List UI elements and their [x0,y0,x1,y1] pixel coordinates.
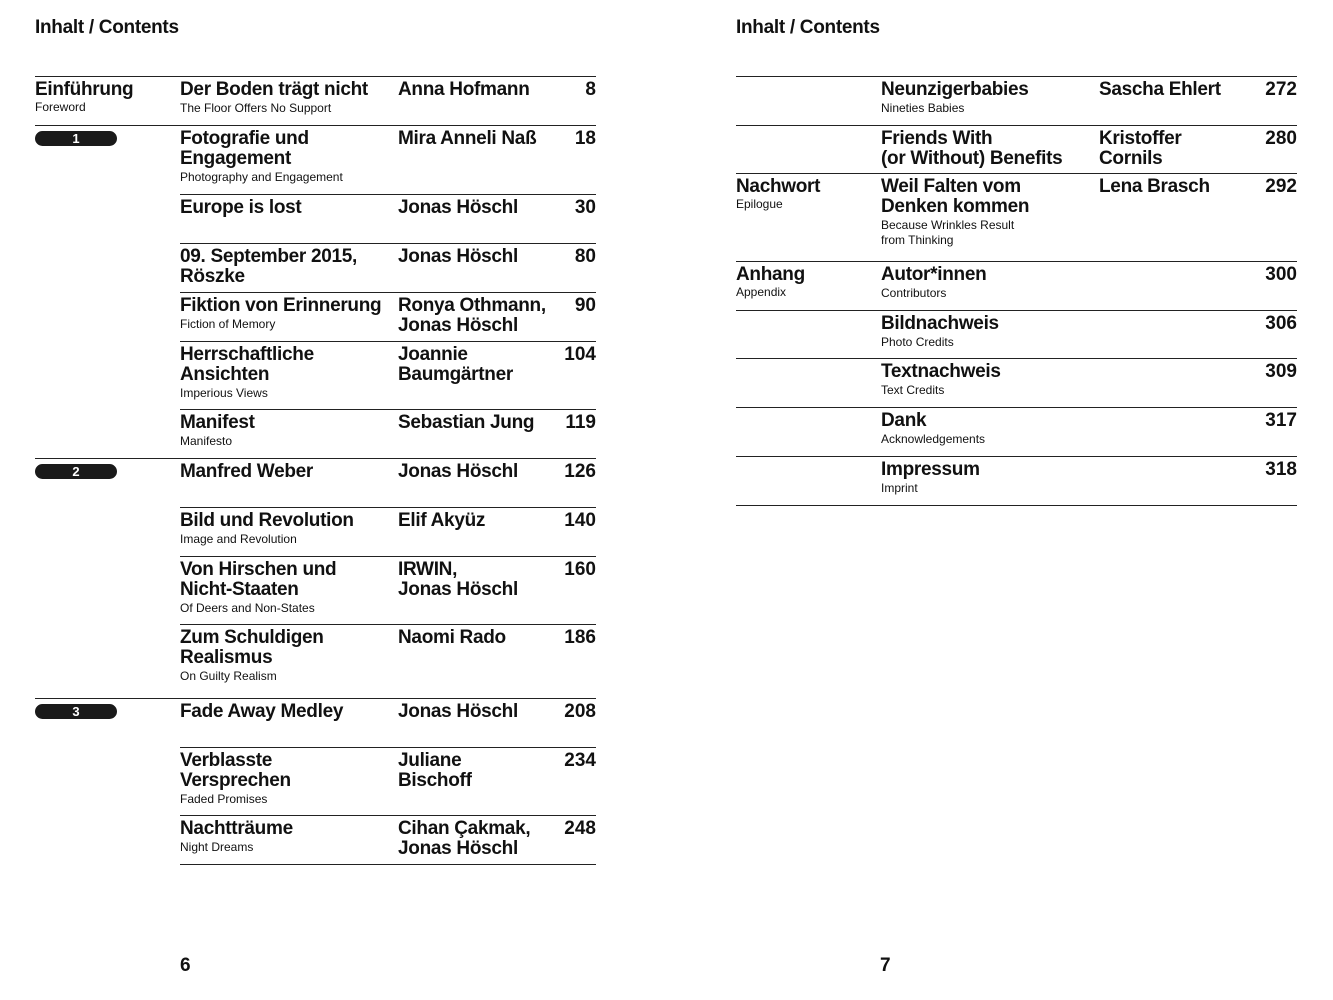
row-divider [35,125,596,126]
author-cell [398,751,546,815]
entry-title: Autor*innen [881,264,987,285]
entry-subtitle: Contributors [881,286,947,300]
entry-subtitle: Imprint [881,481,918,495]
toc-entry [35,747,596,815]
entry-page-number: 140 [564,510,596,531]
entry-title: Verblasste Versprechen [180,750,291,791]
row-divider [180,556,596,557]
entry-title: Europe is lost [180,197,302,218]
entry-subtitle: Manifesto [180,434,233,448]
entry-page-number: 317 [1265,410,1297,431]
row-divider [736,261,1297,262]
entry-author: Jonas Höschl [398,197,518,218]
title-cell [180,80,398,125]
row-divider [180,815,596,816]
author-cell [398,198,546,243]
section-subtitle: Foreword [35,100,86,114]
entry-title: 09. September 2015, Röszke [180,246,358,287]
section-title: Einführung [35,79,134,100]
title-cell [180,198,398,243]
section-cell [736,362,881,407]
title-cell [881,129,1099,173]
author-cell [398,819,546,864]
entry-author: Sebastian Jung [398,412,535,433]
entry-page-number: 119 [565,412,596,433]
title-cell [881,314,1099,358]
entry-subtitle: On Guilty Realism [180,669,277,683]
entry-title: Von Hirschen und Nicht-Staaten [180,559,337,600]
author-cell [398,345,546,409]
entry-subtitle: Because Wrinkles Result from Thinking [881,218,1015,247]
toc-entry [35,292,596,341]
entry-page-number: 90 [574,295,596,316]
section-cell [35,129,180,194]
entry-author: Juliane Bischoff [398,750,472,791]
entry-page-number: 234 [564,750,596,771]
author-cell [1099,177,1247,261]
entry-author: Jonas Höschl [398,461,518,482]
entry-title: Manifest [180,412,255,433]
section-cell [35,560,180,624]
page-heading: Inhalt / Contents [736,17,880,38]
toc-entry [736,310,1297,358]
section-cell [35,413,180,458]
toc-entry [736,173,1297,261]
row-divider [736,407,1297,408]
toc-entry [35,243,596,292]
entry-page-number: 318 [1265,459,1297,480]
entry-title: Manfred Weber [180,461,313,482]
toc-entry [736,407,1297,456]
row-divider [736,310,1297,311]
entry-author: Lena Brasch [1099,176,1210,197]
title-cell [180,129,398,194]
author-cell [1099,411,1247,456]
entry-subtitle: The Floor Offers No Support [180,101,332,115]
section-cell [35,511,180,556]
toc-end-rule [736,505,1297,506]
entry-subtitle: Imperious Views [180,386,268,400]
entry-subtitle: Fiction of Memory [180,317,276,331]
toc-entry [736,358,1297,407]
table-of-contents [736,76,1297,506]
author-cell [398,247,546,292]
table-of-contents [35,76,596,865]
toc-entry [736,456,1297,505]
section-title: Nachwort [736,176,821,197]
title-cell [180,560,398,624]
title-cell [180,511,398,556]
entry-page-number: 80 [574,246,596,267]
author-cell [398,80,546,125]
entry-author: Elif Akyüz [398,510,486,531]
title-cell [881,362,1099,407]
section-cell [736,129,881,173]
entry-title: Neunzigerbabies [881,79,1029,100]
title-cell [180,345,398,409]
toc-entry [35,125,596,194]
title-cell [180,462,398,507]
entry-author: Mira Anneli Naß [398,128,537,149]
row-divider [180,747,596,748]
toc-end-rule [180,864,596,865]
row-divider [35,698,596,699]
title-cell [180,296,398,341]
author-cell [1099,265,1247,310]
entry-author: Sascha Ehlert [1099,79,1221,100]
section-subtitle: Epilogue [736,197,783,211]
author-cell [1099,460,1247,505]
row-divider [736,358,1297,359]
section-subtitle: Appendix [736,285,787,299]
toc-entry [35,341,596,409]
row-divider [180,194,596,195]
entry-page-number: 126 [564,461,596,482]
page-number: 6 [180,955,191,976]
entry-author: Jonas Höschl [398,701,518,722]
toc-entry [736,76,1297,125]
toc-entry [35,194,596,243]
row-divider [736,125,1297,126]
entry-page-number: 30 [574,197,596,218]
author-cell [398,560,546,624]
row-divider [35,76,596,77]
title-cell [180,628,398,698]
entry-title: Herrschaftliche Ansichten [180,344,314,385]
row-divider [736,456,1297,457]
entry-title: Fiktion von Erinnerung [180,295,382,316]
toc-entry [35,815,596,864]
entry-page-number: 300 [1265,264,1297,285]
right-page [700,0,1333,1000]
row-divider [180,243,596,244]
entry-title: Dank [881,410,927,431]
author-cell [398,296,546,341]
entry-page-number: 160 [564,559,596,580]
entry-subtitle: Text Credits [881,383,945,397]
title-cell [180,702,398,747]
entry-page-number: 272 [1265,79,1297,100]
chapter-number-badge: 2 [35,464,117,479]
entry-title: Friends With (or Without) Benefits [881,128,1063,169]
section-cell [736,265,881,310]
entry-author: Jonas Höschl [398,246,518,267]
entry-author: IRWIN, Jonas Höschl [398,559,518,600]
entry-title: Der Boden trägt nicht [180,79,368,100]
entry-author: Anna Hofmann [398,79,530,100]
entry-author: Cihan Çakmak, Jonas Höschl [398,818,531,859]
entry-title: Fotografie und Engagement [180,128,309,169]
author-cell [398,462,546,507]
author-cell [398,413,546,458]
title-cell [180,819,398,864]
entry-page-number: 104 [564,344,596,365]
entry-page-number: 306 [1265,313,1297,334]
entry-page-number: 248 [564,818,596,839]
section-cell [736,80,881,125]
page-heading: Inhalt / Contents [35,17,179,38]
entry-page-number: 292 [1265,176,1297,197]
section-cell [736,411,881,456]
title-cell [881,411,1099,456]
section-cell [35,80,180,125]
section-cell [35,345,180,409]
section-cell [736,177,881,261]
entry-title: Zum Schuldigen Realismus [180,627,324,668]
entry-page-number: 280 [1265,128,1297,149]
entry-subtitle: Faded Promises [180,792,268,806]
section-cell [736,460,881,505]
title-cell [180,247,398,292]
entry-title: Fade Away Medley [180,701,344,722]
author-cell [1099,129,1247,173]
entry-page-number: 18 [574,128,596,149]
entry-title: Bild und Revolution [180,510,354,531]
section-cell [35,628,180,698]
entry-page-number: 309 [1265,361,1297,382]
toc-entry [35,76,596,125]
entry-author: Kristoffer Cornils [1099,128,1182,169]
toc-entry [35,458,596,507]
toc-entry [35,698,596,747]
left-page [0,0,640,1000]
author-cell [398,628,546,698]
toc-entry [35,556,596,624]
author-cell [1099,80,1247,125]
row-divider [736,76,1297,77]
title-cell [180,751,398,815]
title-cell [180,413,398,458]
entry-subtitle: Acknowledgements [881,432,986,446]
section-cell [35,751,180,815]
title-cell [881,177,1099,261]
entry-subtitle: Nineties Babies [881,101,965,115]
section-cell [35,296,180,341]
row-divider [180,341,596,342]
chapter-number-badge: 3 [35,704,117,719]
toc-entry [35,409,596,458]
entry-subtitle: Photo Credits [881,335,954,349]
title-cell [881,265,1099,310]
entry-author: Joannie Baumgärtner [398,344,513,385]
entry-title: Nachtträume [180,818,293,839]
entry-subtitle: Photography and Engagement [180,170,343,184]
toc-entry [35,624,596,698]
title-cell [881,460,1099,505]
entry-page-number: 208 [564,701,596,722]
section-cell [35,462,180,507]
entry-subtitle: Image and Revolution [180,532,297,546]
section-cell [35,702,180,747]
section-cell [35,247,180,292]
section-cell [736,314,881,358]
entry-author: Ronya Othmann, Jonas Höschl [398,295,546,336]
entry-title: Bildnachweis [881,313,999,334]
author-cell [1099,362,1247,407]
entry-author: Naomi Rado [398,627,506,648]
toc-entry [736,261,1297,310]
row-divider [180,292,596,293]
chapter-number-badge: 1 [35,131,117,146]
author-cell [1099,314,1247,358]
row-divider [180,409,596,410]
author-cell [398,702,546,747]
entry-title: Textnachweis [881,361,1001,382]
entry-subtitle: Of Deers and Non-States [180,601,315,615]
row-divider [736,173,1297,174]
author-cell [398,511,546,556]
section-cell [35,198,180,243]
toc-entry [35,507,596,556]
entry-title: Weil Falten vom Denken kommen [881,176,1030,217]
page-number: 7 [880,955,891,976]
entry-page-number: 8 [585,79,596,100]
entry-title: Impressum [881,459,980,480]
section-title: Anhang [736,264,805,285]
row-divider [35,458,596,459]
row-divider [180,624,596,625]
title-cell [881,80,1099,125]
row-divider [180,507,596,508]
entry-subtitle: Night Dreams [180,840,254,854]
toc-entry [736,125,1297,173]
entry-page-number: 186 [564,627,596,648]
section-cell [35,819,180,864]
author-cell [398,129,546,194]
